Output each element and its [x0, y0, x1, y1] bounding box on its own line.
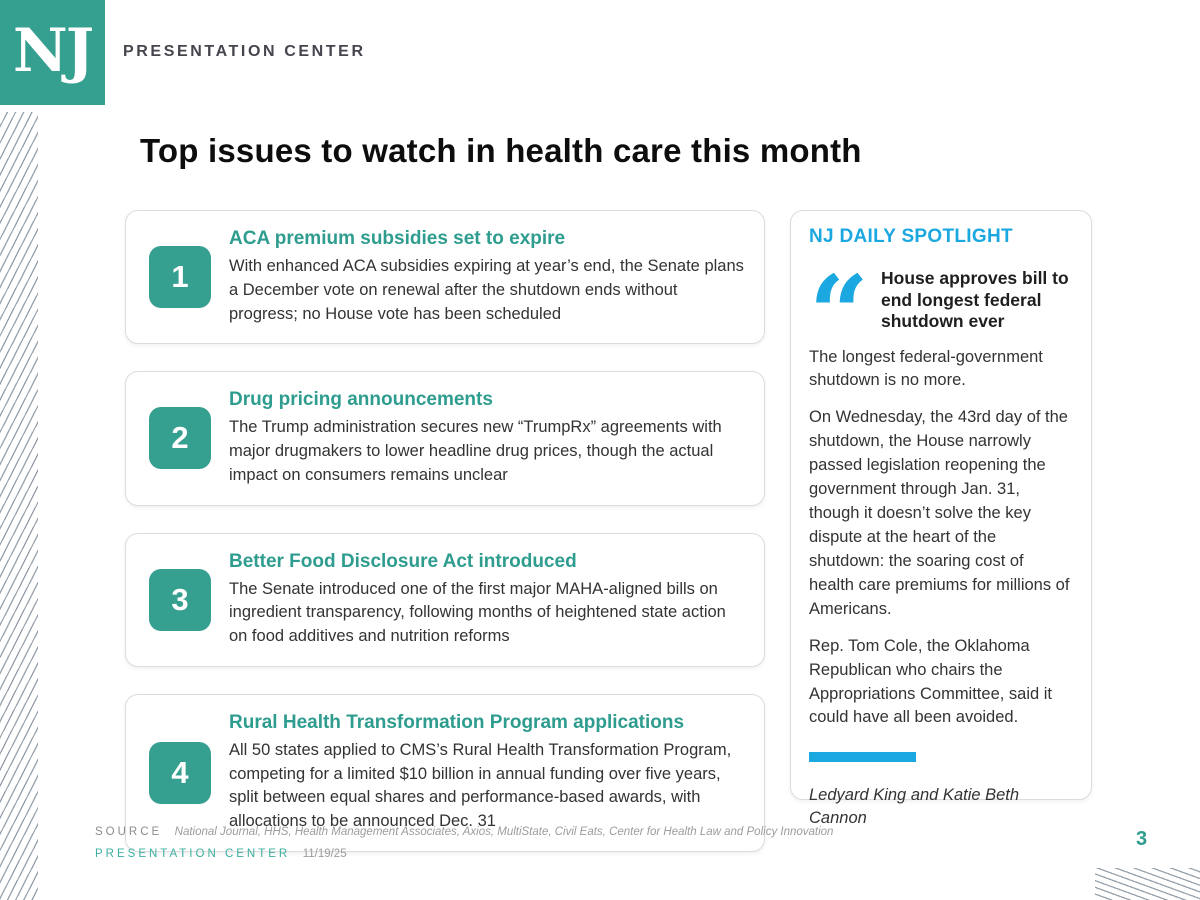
bottom-right-hatch-decoration: [1095, 868, 1200, 900]
spotlight-paragraph: The longest federal-government shutdown is no more.: [809, 347, 1043, 390]
source-label: SOURCE: [95, 826, 163, 838]
issue-text: [229, 228, 746, 326]
footer-brand-label: PRESENTATION CENTER: [95, 848, 291, 860]
issue-heading: ACA premium subsidies set to expire: [229, 228, 566, 249]
issue-text: [229, 551, 746, 649]
issue-body: With enhanced ACA subsidies expiring at year’s end, the Senate plans a December vote on renewal after the shutdown ends without progress; no House vote has been scheduled: [229, 257, 744, 323]
issue-card-1: [125, 210, 765, 344]
issue-body: The Trump administration secures new “TrumpRx” agreements with major drugmakers to lower headline drug prices, though the actual impact on consumers remains unclear: [229, 418, 722, 484]
issue-body: All 50 states applied to CMS’s Rural Health Transformation Program, competing for a limited $10 billion in annual funding over five years, split between equal shares and performance-based awards, with allocations to be announced Dec. 31: [229, 740, 732, 830]
issue-heading: Drug pricing announcements: [229, 389, 493, 411]
issue-number-badge: 2: [149, 407, 211, 469]
issues-list: [125, 210, 765, 879]
issue-body: The Senate introduced one of the first major MAHA-aligned bills on ingredient transparency, following months of heightened state action on food additives and nutrition reforms: [229, 579, 726, 645]
footer-source-line: [95, 822, 895, 840]
footer: [95, 822, 895, 862]
presentation-center-header-label: PRESENTATION CENTER: [123, 43, 366, 60]
quote-icon: “: [809, 252, 869, 375]
issue-card-2: [125, 371, 765, 505]
nj-logo-text: NJ: [12, 15, 93, 86]
spotlight-paragraph: On Wednesday, the 43rd day of the shutdown, the House narrowly passed legislation reopening the government through Jan. 31, though it doesn’t solve the key dispute at the heart of the shutdown: the soaring cost of health care premiums for millions of Americans.: [809, 408, 1070, 618]
spotlight-byline: Ledyard King and Katie Beth Cannon: [809, 786, 1020, 827]
issue-text: [229, 389, 746, 487]
issue-number-badge: 4: [149, 742, 211, 804]
issue-heading: Rural Health Transformation Program applications: [229, 711, 685, 733]
page-title: Top issues to watch in health care this month: [140, 132, 862, 169]
spotlight-label: NJ DAILY SPOTLIGHT: [809, 226, 1013, 247]
spotlight-headline: House approves bill to end longest federal shutdown ever: [881, 268, 1069, 332]
issue-text: [229, 712, 746, 834]
issue-number-badge: 1: [149, 246, 211, 308]
issue-card-3: [125, 533, 765, 667]
issue-number-badge: 3: [149, 569, 211, 631]
footer-brand-line: [95, 844, 895, 862]
spotlight-accent-bar: [809, 752, 916, 762]
source-list: National Journal, HHS, Health Management Associates, Axios, MultiState, Civil Eats, Center for Health Law and Policy Innovation: [174, 826, 834, 838]
spotlight-paragraph: Rep. Tom Cole, the Oklahoma Republican who chairs the Appropriations Committee, said it could have all been avoided.: [809, 636, 1053, 727]
nj-logo: [0, 0, 105, 105]
nj-daily-spotlight-card: [790, 210, 1092, 827]
left-edge-hatch-decoration: [0, 112, 38, 900]
footer-date: 11/19/25: [302, 848, 347, 860]
page-number: 3: [1136, 828, 1148, 850]
issue-heading: Better Food Disclosure Act introduced: [229, 550, 577, 572]
